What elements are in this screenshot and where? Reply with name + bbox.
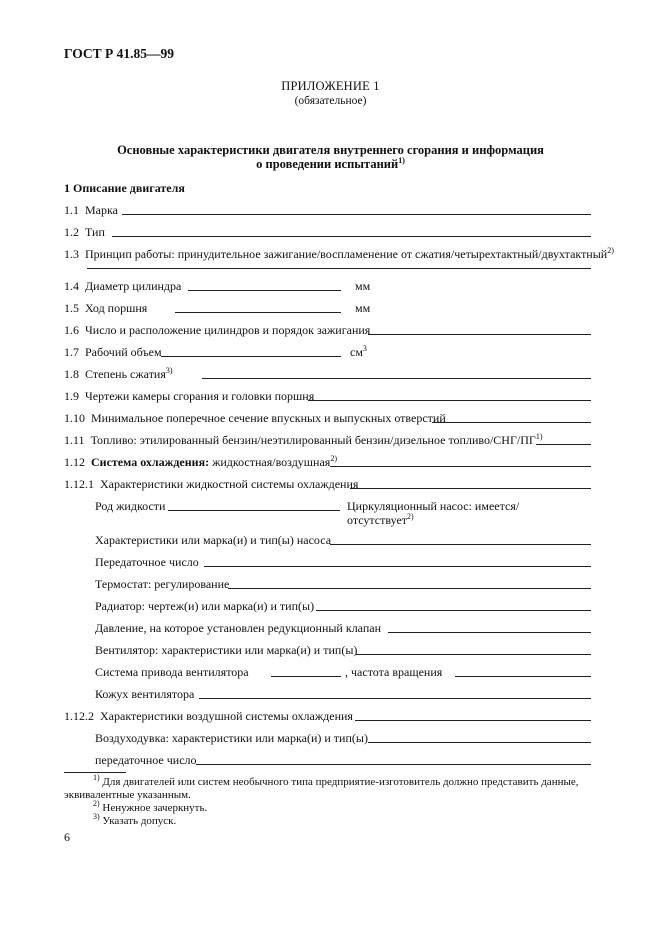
footnote-1-cont: эквивалентные указанным. [64, 789, 191, 801]
field-1-2-label: 1.2 Тип [64, 225, 105, 239]
fan-input[interactable] [356, 654, 591, 655]
appendix-label: ПРИЛОЖЕНИЕ 1 [281, 79, 380, 93]
fan-cover-label: Кожух вентилятора [95, 687, 195, 701]
field-1-10-input[interactable] [432, 422, 591, 423]
field-1-6-input[interactable] [368, 334, 591, 335]
radiator-label: Радиатор: чертеж(и) или марка(и) и тип(ы) [95, 599, 315, 613]
field-1-8-input[interactable] [202, 378, 591, 379]
footnote-ref: 1) [535, 432, 543, 441]
radiator-input[interactable] [316, 610, 591, 611]
appendix-title-line2: о проведении испытаний$^{1)}$ [256, 156, 405, 171]
field-1-11-label: 1.11 Топливо: этилированный бензин/неэтилированный бензин/дизельное топливо/СНГ/ПГ$^{1)}$ [64, 432, 543, 447]
field-1-3-label: 1.3 Принцип работы: принудительное зажигание/воспламенение от сжатия/четырехтактный/двухтактный$^{2)}$ [64, 246, 614, 261]
field-1-4-input[interactable] [188, 290, 341, 291]
blower-ratio-label: передаточное число [95, 753, 197, 767]
liquid-type-input[interactable] [168, 510, 340, 511]
pump-chars-input[interactable] [330, 544, 591, 545]
field-1-5-label: 1.5 Ход поршня [64, 301, 148, 315]
gear-ratio-input[interactable] [204, 566, 591, 567]
field-1-12-1-label: 1.12.1 Характеристики жидкостной системы охлаждения [64, 477, 359, 491]
field-1-7-unit: $см^3$ [350, 344, 367, 359]
footnote-ref: 2) [407, 512, 414, 521]
field-1-9-input[interactable] [308, 400, 591, 401]
appendix-status: (обязательное) [294, 95, 367, 107]
fan-speed-input[interactable] [455, 676, 591, 677]
field-1-11-input[interactable] [536, 444, 591, 445]
thermostat-input[interactable] [228, 588, 591, 589]
pump-label-cont: отсутствует$^{2)}$ [347, 512, 414, 527]
pump-chars-label: Характеристики или марка(и) и тип(ы) насоса [95, 533, 332, 547]
footnote-ref: 1) [398, 156, 405, 165]
field-1-10-label: 1.10 Минимальное поперечное сечение впускных и выпускных отверстий [64, 411, 446, 425]
field-1-8-label: 1.8 Степень сжатия$^{3)}$ [64, 366, 173, 381]
blower-ratio-input[interactable] [196, 764, 591, 765]
document-code: ГОСТ Р 41.85—99 [64, 46, 175, 61]
page-number: 6 [64, 830, 70, 844]
field-1-7-input[interactable] [161, 356, 341, 357]
fan-label: Вентилятор: характеристики или марка(и) и тип(ы) [95, 643, 358, 657]
field-1-12-label: 1.12 Система охлаждения: жидкостная/воздушная$^{2)}$ [64, 454, 337, 469]
footnote-ref: 2) [607, 246, 614, 255]
field-1-7-label: 1.7 Рабочий объем [64, 345, 162, 359]
fan-speed-label: , частота вращения [345, 665, 443, 679]
thermostat-label: Термостат: регулирование [95, 577, 230, 591]
footnote-2: $^{2)}$ Ненужное зачеркнуть. [93, 799, 208, 814]
field-1-5-input[interactable] [175, 312, 341, 313]
section-title: 1 Описание двигателя [64, 181, 185, 195]
pressure-valve-input[interactable] [388, 632, 591, 633]
field-1-12-2-input[interactable] [355, 720, 591, 721]
field-1-5-unit: мм [355, 301, 371, 315]
fan-cover-input[interactable] [199, 698, 591, 699]
field-1-12-2-label: 1.12.2 Характеристики воздушной системы охлаждения [64, 709, 353, 723]
liquid-type-label: Род жидкости [95, 499, 166, 513]
appendix-title-line1: Основные характеристики двигателя внутреннего сгорания и информация [117, 143, 544, 157]
field-1-2-input[interactable] [112, 236, 591, 237]
field-1-1-label: 1.1 Марка [64, 203, 118, 217]
gear-ratio-label: Передаточное число [95, 555, 199, 569]
footnote-ref: 2) [330, 454, 337, 463]
pump-label: Циркуляционный насос: имеется/ [347, 499, 520, 513]
field-1-4-unit: мм [355, 279, 371, 293]
footnote-3: $^{3)}$ Указать допуск. [93, 812, 177, 827]
fan-drive-input[interactable] [271, 676, 341, 677]
field-1-3-input[interactable] [87, 268, 591, 269]
field-1-4-label: 1.4 Диаметр цилиндра [64, 279, 182, 293]
field-1-12-1-input[interactable] [350, 488, 591, 489]
fan-drive-label: Система привода вентилятора [95, 665, 249, 679]
field-1-12-input[interactable] [330, 466, 591, 467]
footnote-1: $^{1)}$ Для двигателей или систем необычного типа предприятие-изготовитель должно представить данные, [93, 773, 579, 788]
blower-label: Воздуходувка: характеристики или марка(и) и тип(ы) [95, 731, 368, 745]
pressure-valve-label: Давление, на которое установлен редукционный клапан [95, 621, 382, 635]
field-1-6-label: 1.6 Число и расположение цилиндров и порядок зажигания [64, 323, 371, 337]
blower-input[interactable] [368, 742, 591, 743]
footnote-ref: 3) [165, 366, 173, 375]
field-1-9-label: 1.9 Чертежи камеры сгорания и головки поршня [64, 389, 315, 403]
field-1-1-input[interactable] [122, 214, 591, 215]
